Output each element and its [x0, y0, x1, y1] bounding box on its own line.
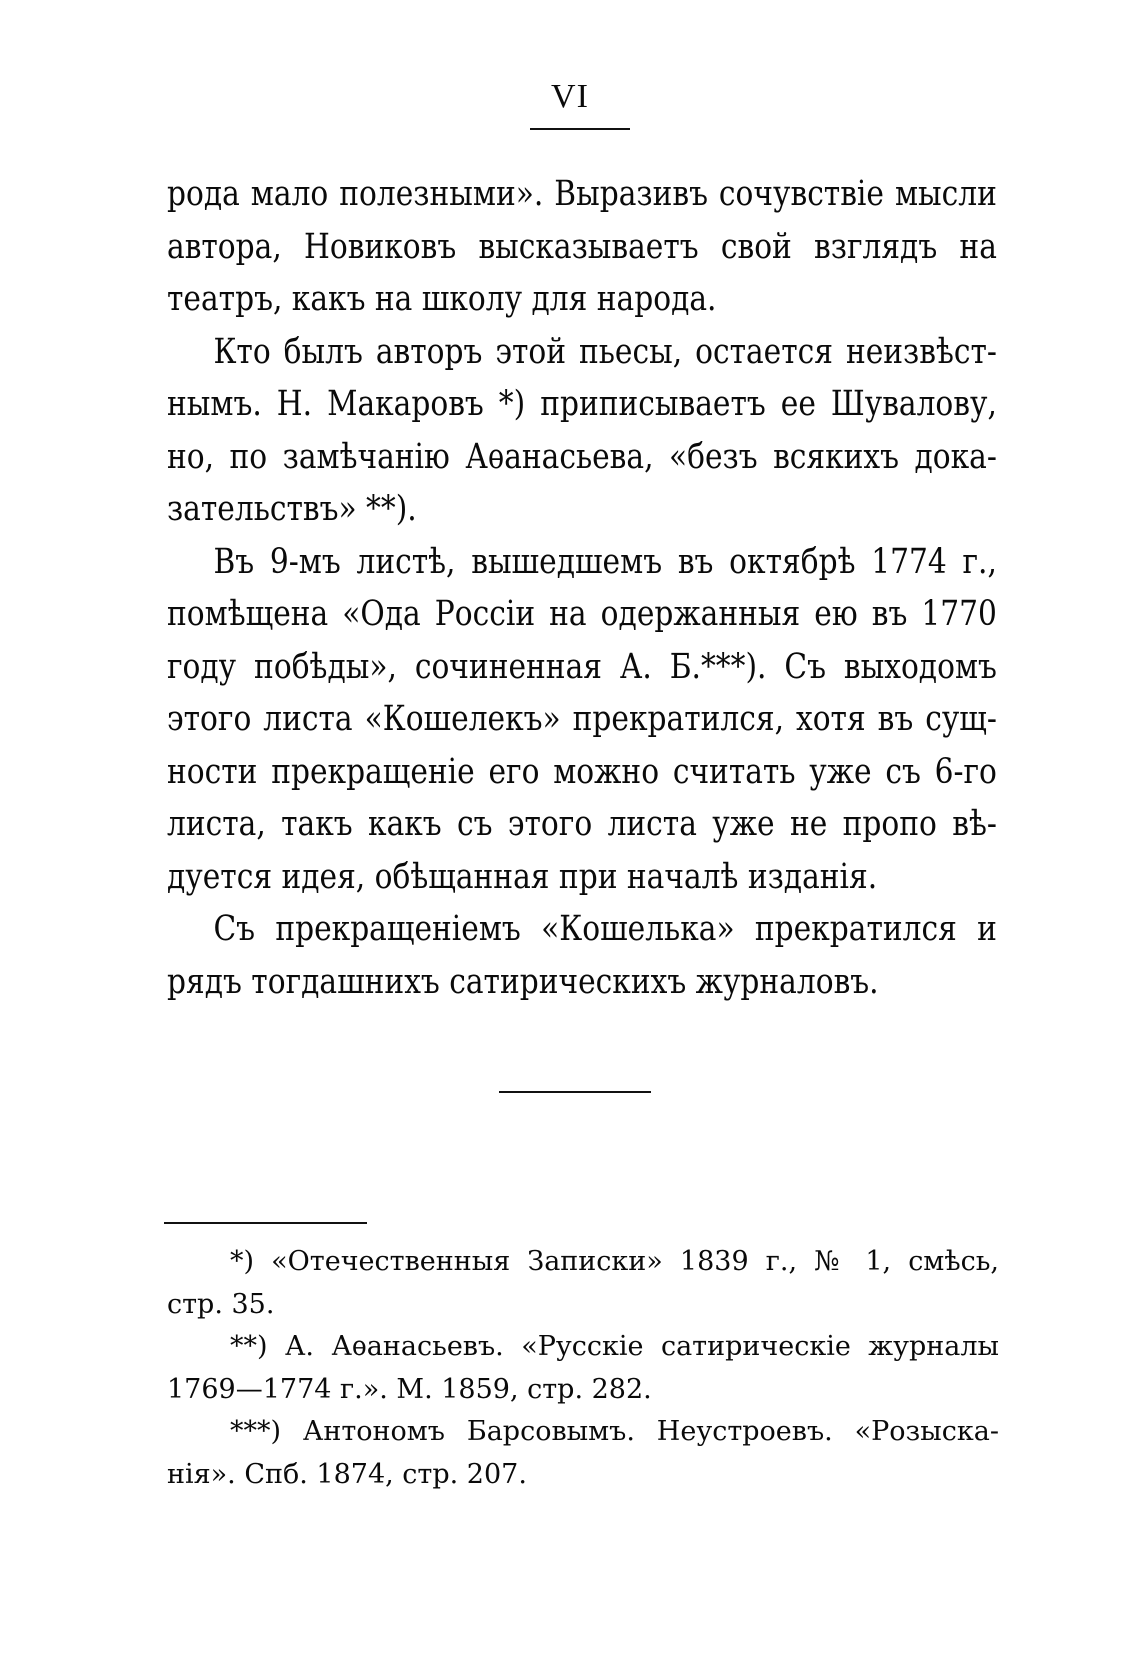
text-line: листа, такъ какъ съ этого листа уже не пропо вѣ-: [167, 804, 997, 844]
text-line: но, по замѣчанію Аѳанасьева, «безъ всякихъ дока-: [167, 436, 997, 477]
page-number: VI: [551, 78, 589, 115]
text-line: зательствъ» **).: [167, 489, 417, 529]
main-text: [167, 168, 997, 1008]
text-line: помѣщена «Ода Россіи на одержанныя ею въ 1770: [167, 594, 997, 634]
text-line: ности прекращеніе его можно считать уже съ 6-го: [167, 751, 997, 792]
footnote-line: *) «Отечественныя Записки» 1839 г., № 1, смѣсь,: [230, 1246, 999, 1277]
text-line: автора, Новиковъ высказываетъ свой взглядъ на: [167, 226, 997, 267]
text-line: году побѣды», сочиненная А. Б.***). Съ выходомъ: [167, 646, 997, 687]
footnote-line: стр. 35.: [167, 1288, 275, 1320]
section-end-rule: [499, 1091, 651, 1093]
text-line: нымъ. Н. Макаровъ *) приписываетъ ее Шувалову,: [167, 384, 997, 424]
footnote-separator: [164, 1222, 367, 1224]
text-line: театръ, какъ на школу для народа.: [167, 279, 717, 319]
text-line: Кто былъ авторъ этой пьесы, остается неизвѣст-: [213, 331, 997, 372]
text-line: рода мало полезными». Выразивъ сочувствіе мысли: [167, 174, 997, 214]
header-rule: [530, 128, 630, 130]
footnotes: [167, 1241, 999, 1496]
footnote-line: **) А. Аѳанасьевъ. «Русскіе сатирическіе журналы: [230, 1331, 999, 1362]
text-line: Съ прекращеніемъ «Кошелька» прекратился и: [213, 909, 997, 949]
text-line: дуется идея, обѣщанная при началѣ изданія.: [167, 856, 878, 897]
text-line: рядъ тогдашнихъ сатирическихъ журналовъ.: [167, 961, 879, 1002]
text-line: Въ 9-мъ листѣ, вышедшемъ въ октябрѣ 1774 г.,: [213, 541, 997, 582]
footnote-line: ***) Антономъ Барсовымъ. Неустроевъ. «Розыска-: [230, 1416, 999, 1447]
text-line: этого листа «Кошелекъ» прекратился, хотя въ сущ-: [167, 699, 997, 739]
footnote-line: 1769—1774 г.». М. 1859, стр. 282.: [167, 1373, 652, 1405]
footnote-line: нія». Спб. 1874, стр. 207.: [167, 1458, 527, 1490]
